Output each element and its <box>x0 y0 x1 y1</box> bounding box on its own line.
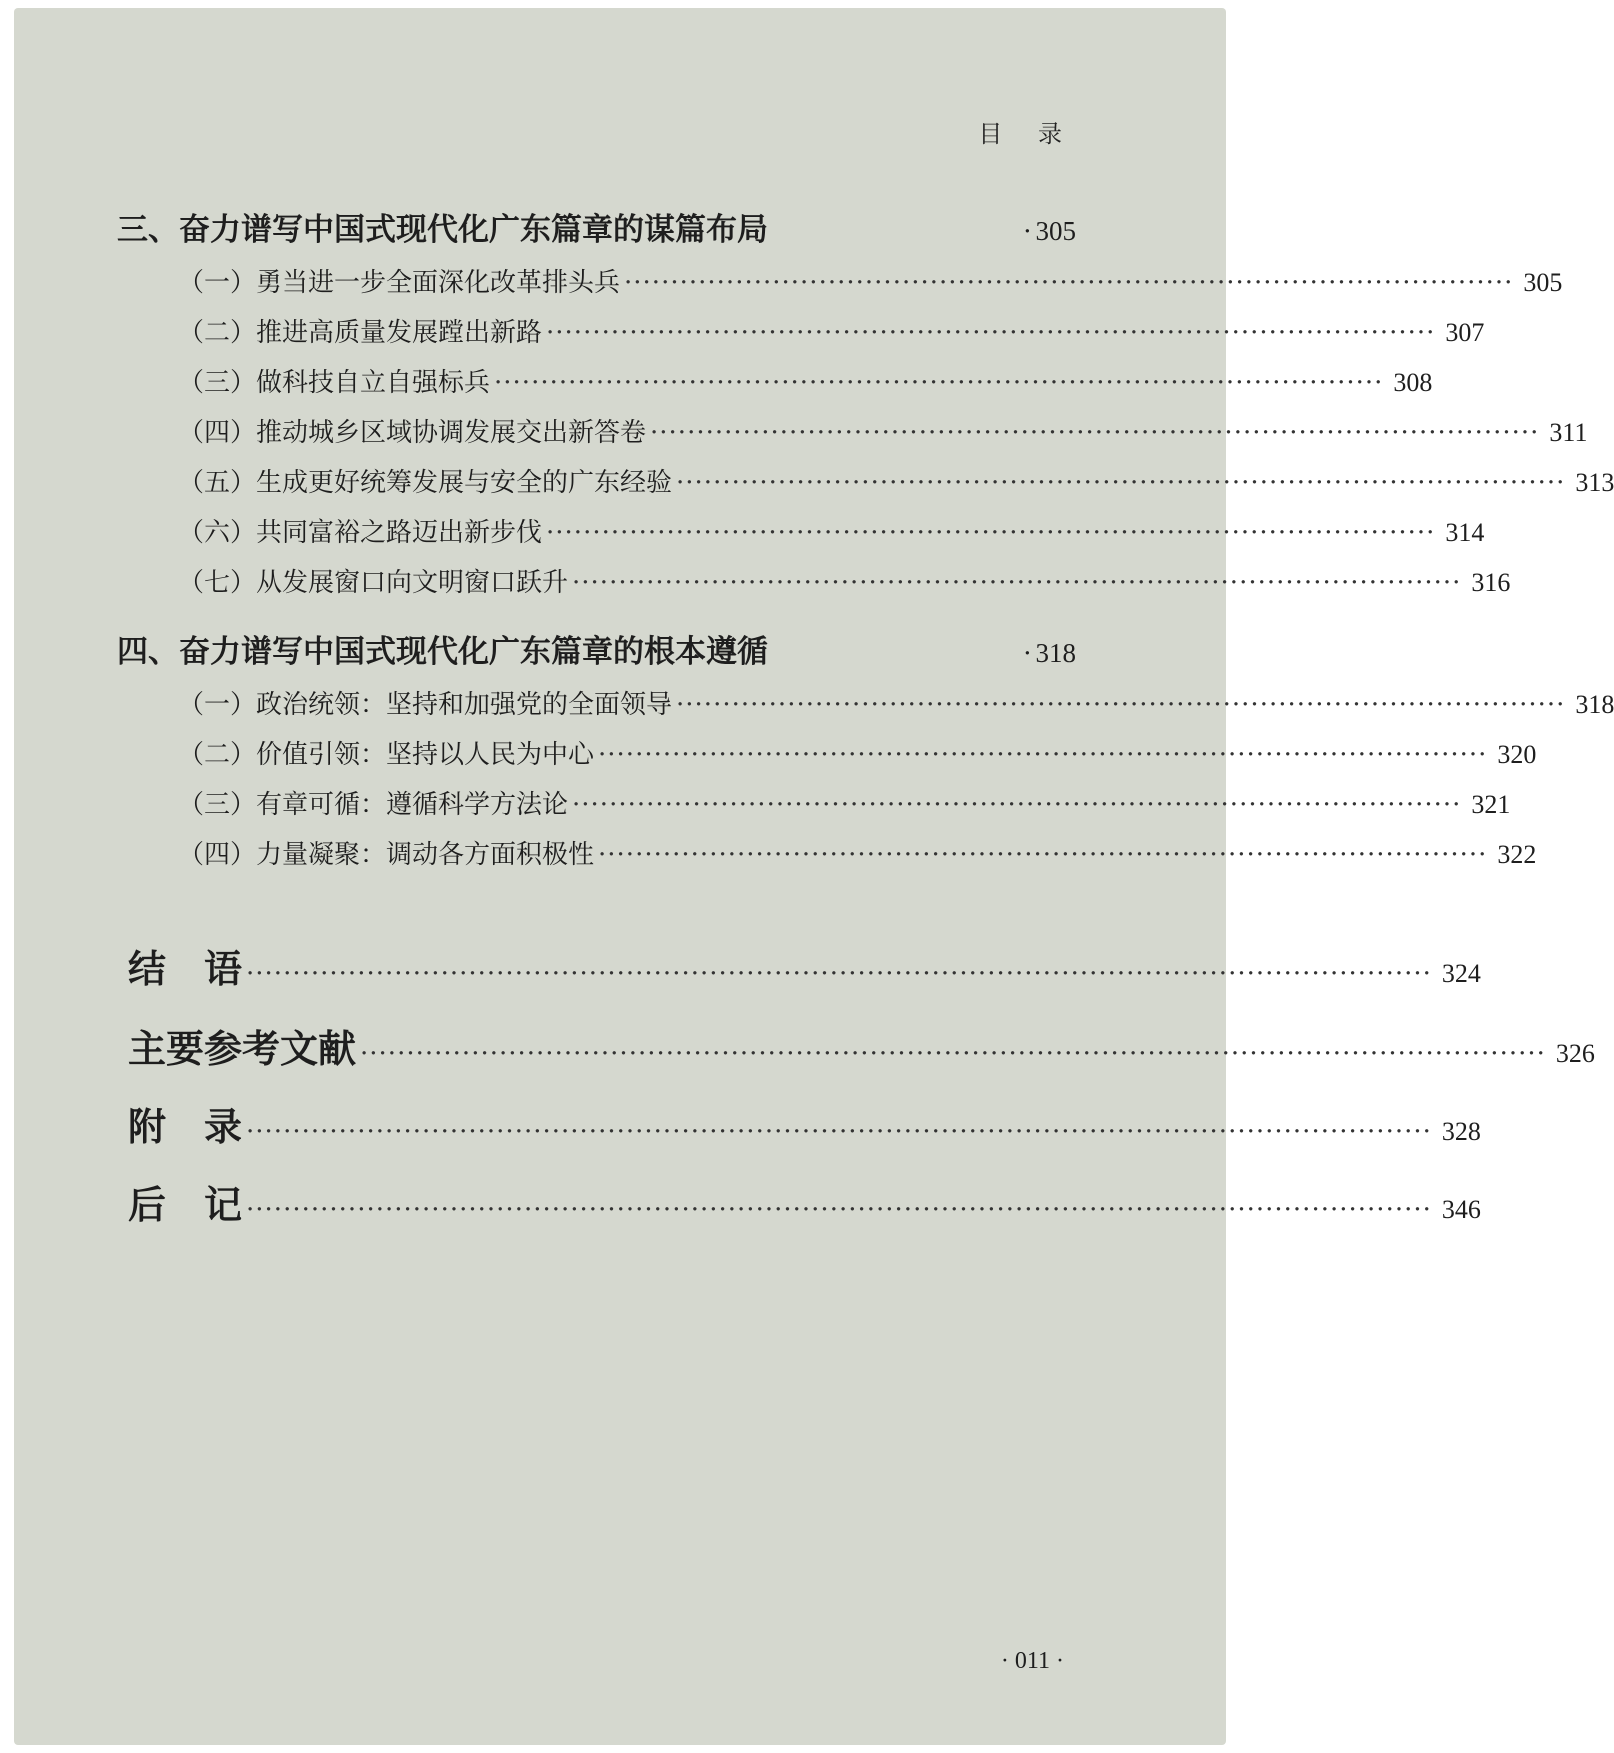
toc-conclusion[interactable] <box>128 938 1481 993</box>
toc-entry[interactable] <box>178 412 1588 449</box>
page-number: 316 <box>1471 568 1511 597</box>
toc-entry[interactable] <box>178 362 1433 399</box>
toc-section-4[interactable] <box>117 626 1076 671</box>
toc-entry[interactable] <box>178 312 1485 349</box>
entry-title: （一）勇当进一步全面深化改革排头兵 <box>178 268 621 298</box>
entry-title: （四）推动城乡区域协调发展交出新答卷 <box>178 418 647 448</box>
entry-title: （四）力量凝聚：调动各方面积极性 <box>178 840 595 870</box>
entry-title: 后 记 <box>128 1182 243 1227</box>
entry-title: （二）推进高质量发展蹚出新路 <box>178 318 543 348</box>
page-number: 321 <box>1471 790 1511 819</box>
page-number: 328 <box>1441 1117 1481 1146</box>
page-number: 322 <box>1497 840 1537 869</box>
page-number: 314 <box>1445 518 1485 547</box>
dot-leader: ································································································ <box>598 840 1488 870</box>
entry-title: （二）价值引领：坚持以人民为中心 <box>178 740 595 770</box>
toc-references[interactable] <box>128 1018 1595 1073</box>
dot-leader: ································································································ <box>676 690 1566 720</box>
dot-leader: ································································································ <box>546 318 1436 348</box>
page-number: 318 <box>1575 690 1614 719</box>
section-title: 四、奋力谱写中国式现代化广东篇章的根本遵循 <box>117 634 768 670</box>
toc-entry[interactable] <box>178 262 1563 299</box>
dot-leader: ································································································ <box>546 518 1436 548</box>
dot-leader: ································································································ <box>650 418 1540 448</box>
leader-dot: · <box>1023 639 1032 669</box>
toc-entry[interactable] <box>178 462 1614 499</box>
page-number: 324 <box>1441 959 1481 988</box>
page-number: 308 <box>1393 368 1433 397</box>
dot-leader: ································································································································ <box>246 1195 1432 1225</box>
dot-leader: ································································································ <box>494 368 1384 398</box>
page-number: 346 <box>1441 1195 1481 1224</box>
toc-entry[interactable] <box>178 562 1511 599</box>
page-folio: · 011 · <box>1000 1648 1064 1674</box>
page-number: 318 <box>1035 638 1076 668</box>
dot-leader: ································································································································ <box>246 1117 1432 1147</box>
page-number: 311 <box>1549 418 1588 447</box>
toc-entry[interactable] <box>178 734 1537 771</box>
section-title: 三、奋力谱写中国式现代化广东篇章的谋篇布局 <box>117 212 768 248</box>
page-number: 305 <box>1035 216 1076 246</box>
running-header: 目 录 <box>978 120 1076 148</box>
page-number: 307 <box>1445 318 1485 347</box>
entry-title: （六）共同富裕之路迈出新步伐 <box>178 518 543 548</box>
toc-entry[interactable] <box>178 784 1511 821</box>
dot-leader: ································································································································ <box>360 1039 1546 1069</box>
entry-title: 结 语 <box>128 946 243 991</box>
toc-entry[interactable] <box>178 684 1614 721</box>
toc-entry[interactable] <box>178 834 1537 871</box>
entry-title: （三）做科技自立自强标兵 <box>178 368 491 398</box>
dot-leader: ································································································ <box>572 568 1462 598</box>
leader-dot: · <box>1023 217 1032 247</box>
page-number: 313 <box>1575 468 1614 497</box>
toc-appendix[interactable] <box>128 1096 1481 1151</box>
page-number: 305 <box>1523 268 1563 297</box>
toc-entry[interactable] <box>178 512 1485 549</box>
page-number: 320 <box>1497 740 1537 769</box>
entry-title: 主要参考文献 <box>128 1026 357 1071</box>
dot-leader: ································································································ <box>676 468 1566 498</box>
entry-title: （三）有章可循：遵循科学方法论 <box>178 790 569 820</box>
dot-leader: ································································································ <box>572 790 1462 820</box>
table-of-contents <box>14 8 1614 1745</box>
toc-afterword[interactable] <box>128 1174 1481 1229</box>
dot-leader: ································································································································ <box>246 959 1432 989</box>
entry-title: （七）从发展窗口向文明窗口跃升 <box>178 568 569 598</box>
entry-title: （五）生成更好统筹发展与安全的广东经验 <box>178 468 673 498</box>
page-number: 326 <box>1555 1039 1595 1068</box>
dot-leader: ································································································ <box>598 740 1488 770</box>
dot-leader: ································································································ <box>624 268 1514 298</box>
book-page <box>14 8 1614 1745</box>
entry-title: （一）政治统领：坚持和加强党的全面领导 <box>178 690 673 720</box>
toc-section-3[interactable] <box>117 204 1076 249</box>
entry-title: 附 录 <box>128 1104 243 1149</box>
